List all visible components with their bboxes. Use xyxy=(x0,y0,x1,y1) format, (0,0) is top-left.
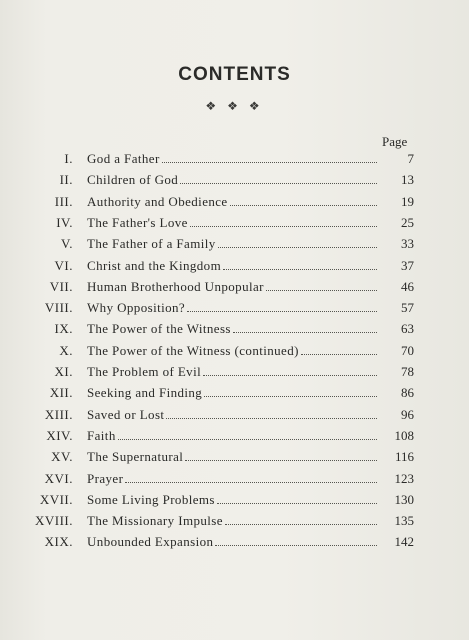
chapter-entry xyxy=(87,214,379,232)
toc-row xyxy=(0,193,469,211)
dot-leader xyxy=(217,503,377,504)
ornament-divider: ❖ ❖ ❖ xyxy=(205,99,264,113)
chapter-entry xyxy=(87,512,379,530)
chapter-number: VII. xyxy=(49,278,73,294)
chapter-number: IX. xyxy=(54,321,73,337)
chapter-title: Saved or Lost xyxy=(87,406,165,422)
dot-leader xyxy=(180,183,377,184)
chapter-entry xyxy=(87,257,379,275)
chapter-title: Human Brotherhood Unpopular xyxy=(87,278,264,294)
chapter-number: III. xyxy=(54,193,73,209)
chapter-title: Faith xyxy=(87,427,116,443)
dot-leader xyxy=(215,545,377,546)
dot-leader xyxy=(162,162,377,163)
chapter-title: God a Father xyxy=(87,151,160,166)
chapter-number: II. xyxy=(59,172,73,188)
chapter-entry xyxy=(87,320,379,338)
chapter-entry xyxy=(87,363,379,381)
chapter-title: Seeking and Finding xyxy=(87,385,203,401)
toc-row xyxy=(0,384,469,402)
chapter-number: XVIII. xyxy=(34,513,73,529)
page-number: 116 xyxy=(394,449,414,465)
chapter-number: XII. xyxy=(49,385,73,401)
dot-leader xyxy=(223,269,377,270)
dot-leader xyxy=(266,290,377,291)
toc-row xyxy=(0,278,469,296)
chapter-number: XI. xyxy=(54,364,73,379)
page-number: 25 xyxy=(401,214,414,230)
chapter-title: The Father's Love xyxy=(87,214,188,230)
dot-leader xyxy=(118,439,377,440)
chapter-number: VIII. xyxy=(44,300,73,316)
dot-leader xyxy=(187,311,377,312)
chapter-title: The Supernatural xyxy=(87,449,184,465)
dot-leader xyxy=(230,205,377,206)
chapter-entry xyxy=(87,193,379,211)
chapter-title: Some Living Problems xyxy=(87,491,215,507)
toc-row xyxy=(0,150,469,168)
contents-heading: CONTENTS xyxy=(178,64,291,85)
chapter-entry xyxy=(87,406,379,424)
chapter-title: The Problem of Evil xyxy=(87,364,202,379)
chapter-number: XIX. xyxy=(44,534,73,550)
page-number: 123 xyxy=(394,470,414,486)
dot-leader xyxy=(190,226,377,227)
chapter-number: XIV. xyxy=(46,427,73,443)
chapter-entry xyxy=(87,427,379,445)
chapter-number: IV. xyxy=(56,214,73,230)
dot-leader xyxy=(218,247,377,248)
toc-row xyxy=(0,363,469,381)
chapter-title: Christ and the Kingdom xyxy=(87,257,222,273)
page-number: 37 xyxy=(401,257,414,273)
page-number: 13 xyxy=(401,172,414,188)
page-number: 96 xyxy=(401,406,414,422)
chapter-entry xyxy=(87,384,379,402)
toc-row xyxy=(0,470,469,488)
page-number: 7 xyxy=(407,151,414,166)
dot-leader xyxy=(166,418,377,419)
page-number: 19 xyxy=(401,193,414,209)
toc-row xyxy=(0,448,469,466)
toc-row xyxy=(0,299,469,317)
page-number: 108 xyxy=(394,427,414,443)
toc-row xyxy=(0,171,469,189)
dot-leader xyxy=(233,332,377,333)
page-column-label: Page xyxy=(382,134,408,149)
chapter-title: Unbounded Expansion xyxy=(87,534,214,550)
dot-leader xyxy=(301,354,377,355)
toc-row xyxy=(0,512,469,530)
page-number: 135 xyxy=(394,513,414,529)
chapter-number: VI. xyxy=(54,257,73,273)
chapter-entry xyxy=(87,491,379,509)
chapter-number: I. xyxy=(64,151,73,166)
chapter-entry xyxy=(87,171,379,189)
page-number: 142 xyxy=(394,534,414,550)
chapter-entry xyxy=(87,150,379,168)
toc-row xyxy=(0,235,469,253)
chapter-number: X. xyxy=(59,342,73,358)
dot-leader xyxy=(225,524,377,525)
page-number: 78 xyxy=(401,364,414,379)
page-number: 33 xyxy=(401,236,414,252)
chapter-entry xyxy=(87,533,379,551)
dot-leader xyxy=(203,375,377,376)
page-number: 63 xyxy=(401,321,414,337)
chapter-number: XVI. xyxy=(44,470,73,486)
chapter-entry xyxy=(87,299,379,317)
chapter-number: XV. xyxy=(51,449,73,465)
chapter-title: Children of God xyxy=(87,172,179,188)
toc-row xyxy=(0,427,469,445)
toc-row xyxy=(0,533,469,551)
chapter-title: Prayer xyxy=(87,470,124,486)
toc-row xyxy=(0,406,469,424)
page-number: 70 xyxy=(401,342,414,358)
chapter-number: XIII. xyxy=(44,406,73,422)
toc-row xyxy=(0,320,469,338)
chapter-title: The Missionary Impulse xyxy=(87,513,223,529)
toc-row xyxy=(0,491,469,509)
dot-leader xyxy=(185,460,377,461)
dot-leader xyxy=(204,396,377,397)
chapter-entry xyxy=(87,342,379,360)
toc-row xyxy=(0,214,469,232)
page-number: 86 xyxy=(401,385,414,401)
chapter-title: Why Opposition? xyxy=(87,300,186,316)
chapter-number: V. xyxy=(61,236,73,252)
chapter-number: XVII. xyxy=(39,491,73,507)
chapter-entry xyxy=(87,278,379,296)
chapter-entry xyxy=(87,470,379,488)
page-number: 46 xyxy=(401,278,414,294)
chapter-title: The Father of a Family xyxy=(87,236,216,252)
page-number: 130 xyxy=(394,491,414,507)
page-number: 57 xyxy=(401,300,414,316)
chapter-title: The Power of the Witness xyxy=(87,321,231,337)
chapter-title: The Power of the Witness (continued) xyxy=(87,342,299,358)
toc-row xyxy=(0,342,469,360)
chapter-title: Authority and Obedience xyxy=(87,193,228,209)
dot-leader xyxy=(125,482,377,483)
toc-row xyxy=(0,257,469,275)
chapter-entry xyxy=(87,448,379,466)
chapter-entry xyxy=(87,235,379,253)
